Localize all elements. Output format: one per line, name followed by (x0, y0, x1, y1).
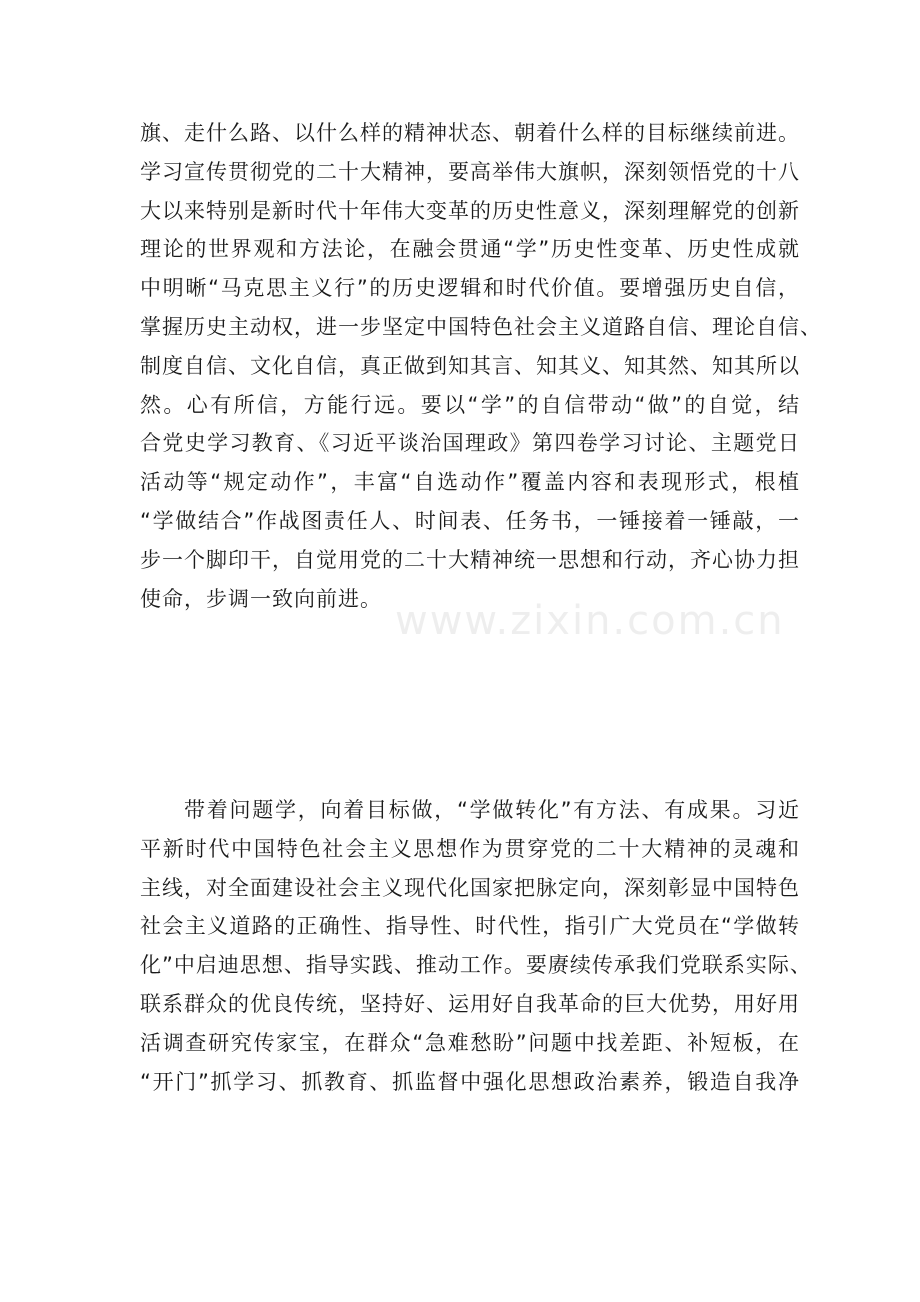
paragraph-line: 掌握历史主动权，进一步坚定中国特色社会主义道路自信、理论自信、 (140, 314, 822, 339)
paragraph-line: “开门”抓学习、抓教育、抓监督中强化思想政治素养，锻造自我净 (140, 1069, 800, 1094)
paragraph-line: 平新时代中国特色社会主义思想作为贯穿党的二十大精神的灵魂和 (140, 836, 800, 861)
paragraph-line: 学习宣传贯彻党的二十大精神，要高举伟大旗帜，深刻领悟党的十八 (140, 159, 800, 184)
paragraph-line: 大以来特别是新时代十年伟大变革的历史性意义，深刻理解党的创新 (140, 198, 800, 223)
paragraph-line: 合党史学习教育、《习近平谈治国理政》第四卷学习讨论、主题党日 (140, 431, 800, 456)
paragraph-line: 使命，步调一致向前进。 (140, 586, 382, 611)
paragraph-line: 带着问题学，向着目标做，“学做转化”有方法、有成果。习近 (184, 798, 800, 822)
paragraph-line: 理论的世界观和方法论，在融会贯通“学”历史性变革、历史性成就 (140, 237, 800, 262)
paragraph-line: 然。心有所信，方能行远。要以“学”的自信带动“做”的自觉，结 (140, 392, 800, 417)
watermark: www.zixin.com.cn (395, 598, 785, 644)
paragraph-line: 活动等“规定动作”，丰富“自选动作”覆盖内容和表现形式，根植 (140, 470, 800, 495)
paragraph-line: 制度自信、文化自信，真正做到知其言、知其义、知其然、知其所以 (140, 353, 800, 378)
paragraph-2 (140, 791, 812, 1101)
paragraph-line: 中明晰“马克思主义行”的历史逻辑和时代价值。要增强历史自信， (140, 276, 800, 301)
paragraph-line: 步一个脚印干，自觉用党的二十大精神统一思想和行动，齐心协力担 (140, 547, 800, 572)
paragraph-line: 旗、走什么路、以什么样的精神状态、朝着什么样的目标继续前进。 (140, 121, 800, 145)
paragraph-1 (140, 114, 822, 618)
paragraph-line: 社会主义道路的正确性、指导性、时代性，指引广大党员在“学做转 (140, 914, 800, 939)
paragraph-line: 活调查研究传家宝，在群众“急难愁盼”问题中找差距、补短板，在 (140, 1030, 800, 1055)
paragraph-line: 主线，对全面建设社会主义现代化国家把脉定向，深刻彰显中国特色 (140, 875, 800, 900)
paragraph-line: 化”中启迪思想、指导实践、推动工作。要赓续传承我们党联系实际、 (140, 953, 812, 978)
paragraph-line: “学做结合”作战图责任人、时间表、任务书，一锤接着一锤敲，一 (140, 508, 800, 533)
paragraph-line: 联系群众的优良传统，坚持好、运用好自我革命的巨大优势，用好用 (140, 991, 800, 1016)
